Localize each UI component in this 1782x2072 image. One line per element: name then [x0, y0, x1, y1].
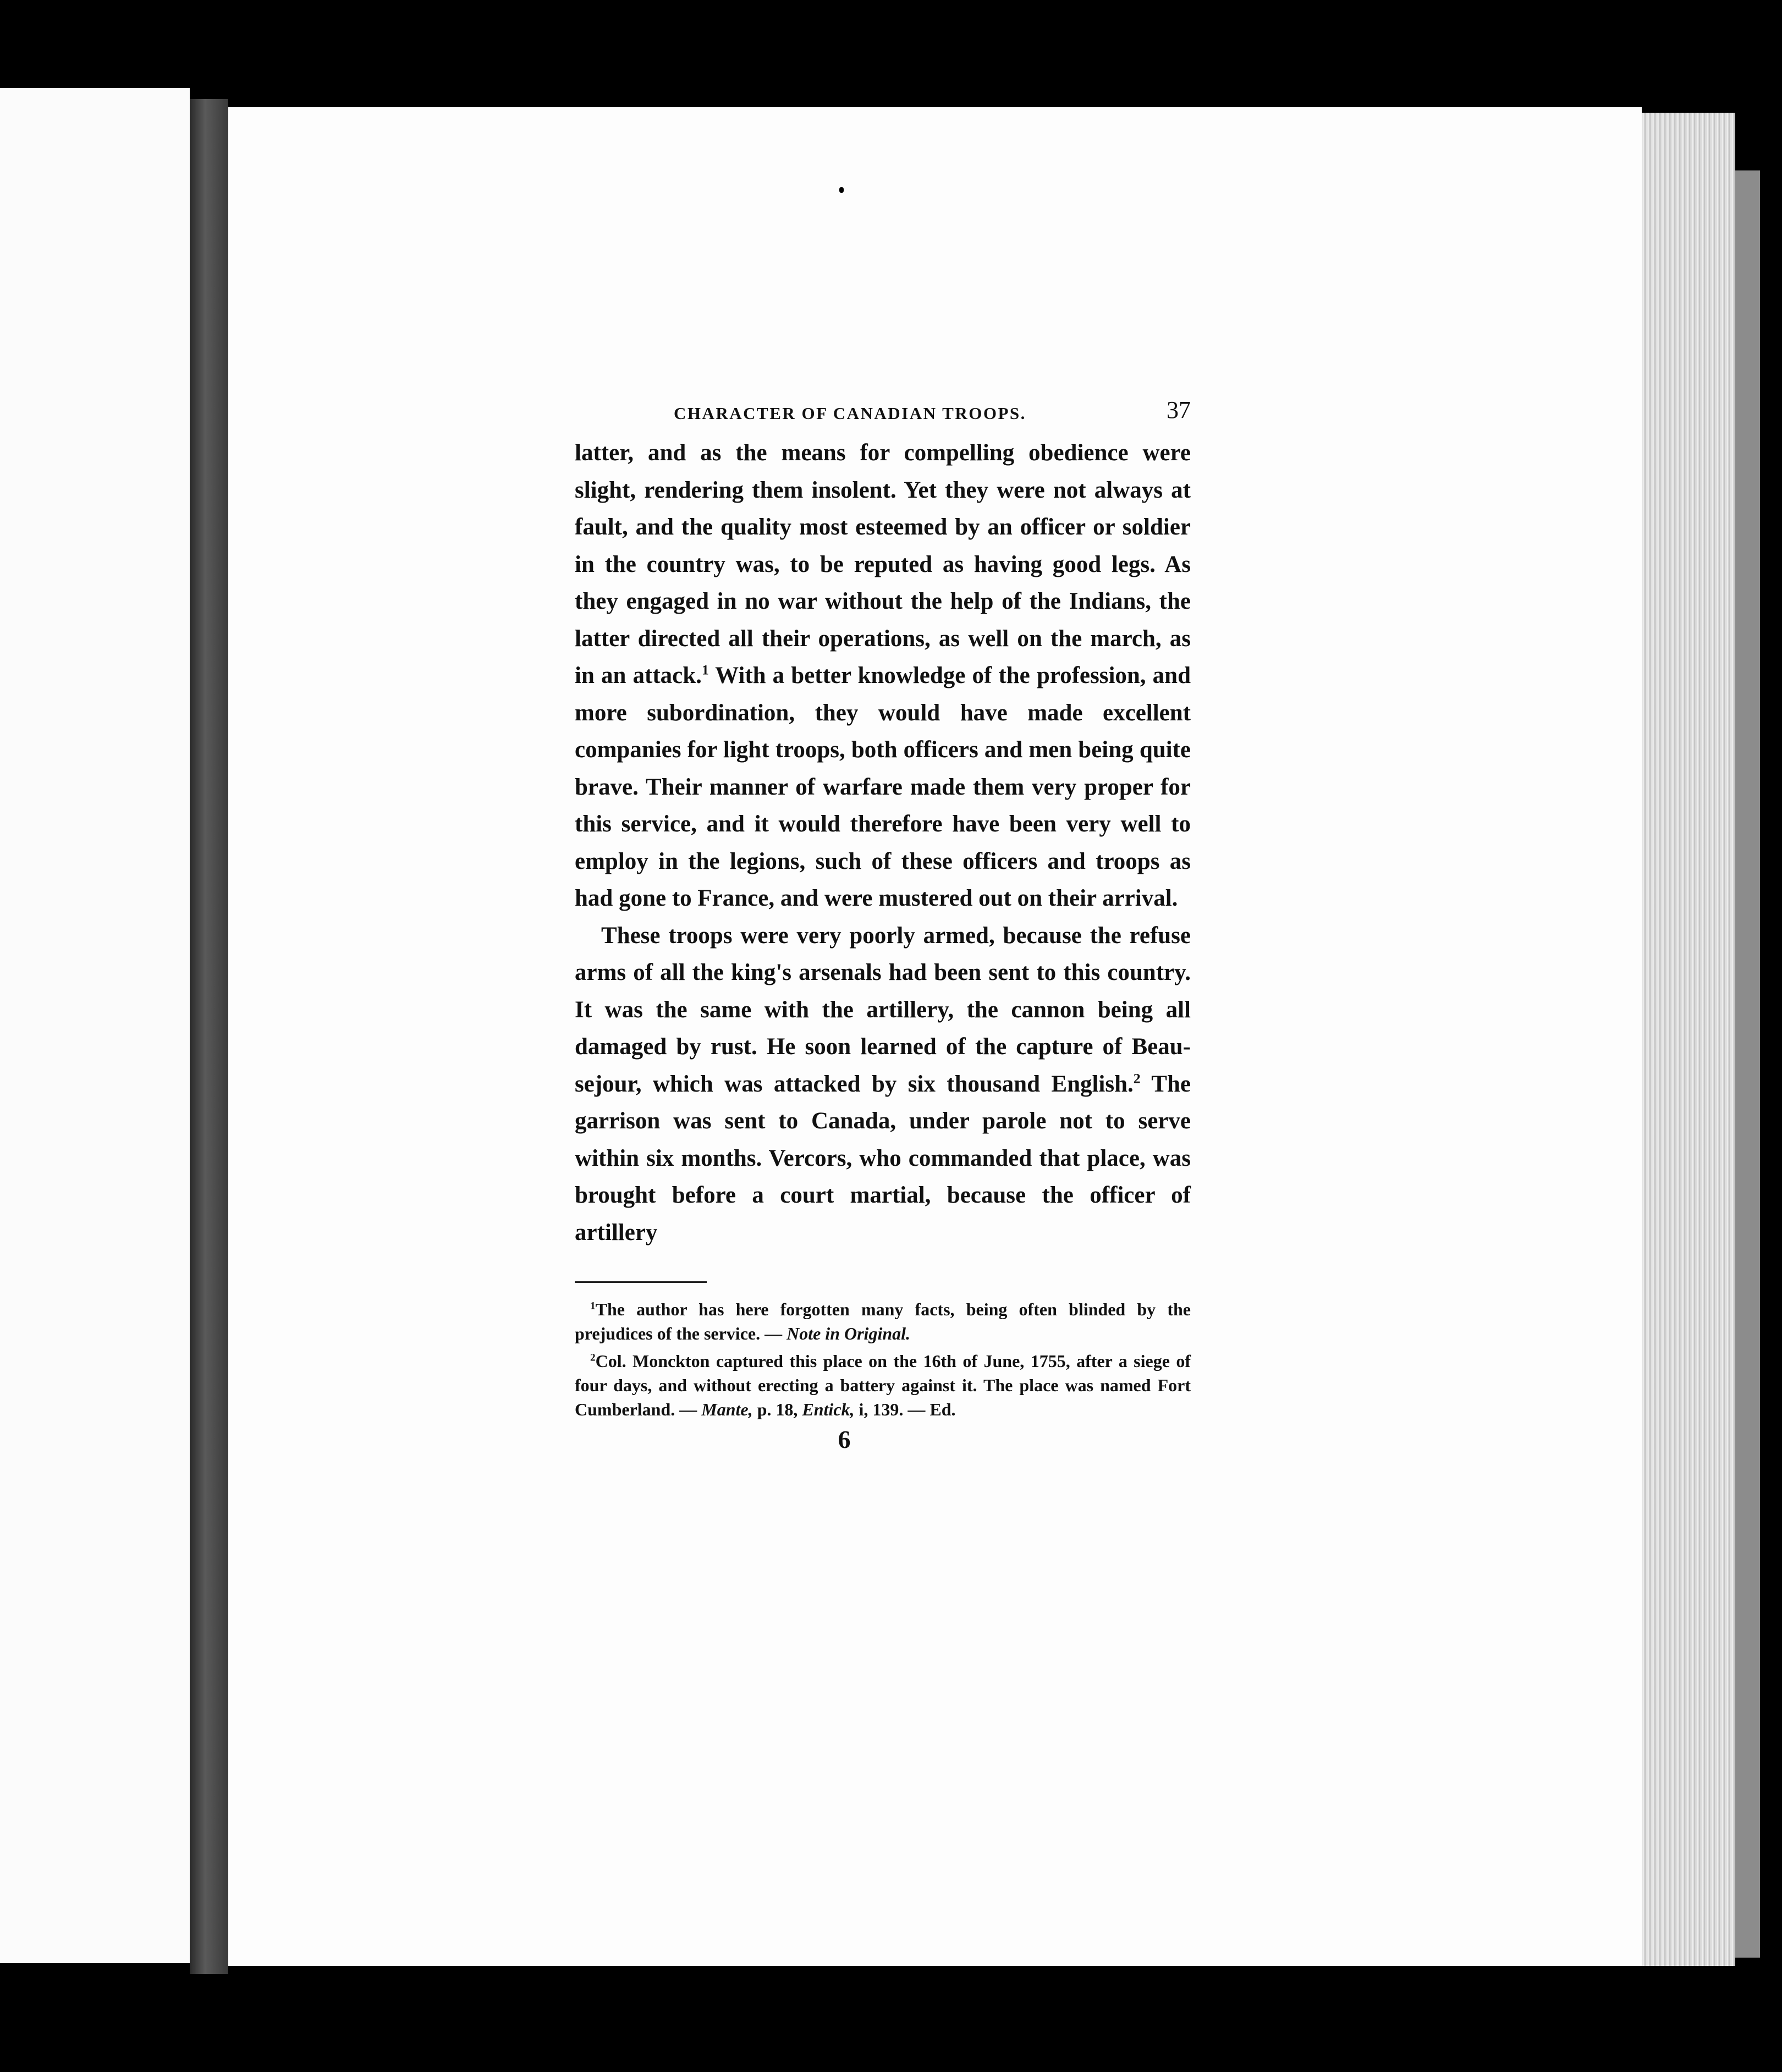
body-text — [575, 434, 1191, 1251]
footnotes — [575, 1297, 1191, 1421]
paragraph — [575, 917, 1191, 1252]
paragraph-text: The garrison was sent to Canada, under parole not to serve within six months. Vercors, who commanded that place, was brought before a court martial, because the officer of artillery — [575, 1071, 1191, 1246]
footnote-divider — [575, 1281, 707, 1283]
footnote — [575, 1297, 1191, 1346]
running-head — [575, 396, 1191, 434]
footnote-marker: 1 — [590, 1300, 596, 1312]
footnote-ref: 2 — [1133, 1070, 1141, 1087]
page-edges — [1642, 113, 1735, 1966]
ink-speck — [839, 187, 844, 193]
paragraph-text: With a better knowledge of the profession, and more subordination, they would have made excellent companies for light troops, both officers and men being quite brave. Their manner of warfare made them very proper for this service, and it would therefore have been very well to employ in the legions, such of these officers and troops as had gone to France, and were mustered out on their arrival. — [575, 663, 1191, 911]
footnote-source: Mante, — [701, 1399, 753, 1419]
page-content — [575, 396, 1191, 1454]
paragraph-text: latter, and as the means for compelling obedience were slight, rendering them insolent. Yet they were not always at fault, and the quality most esteemed by an officer or soldier in the country was, to be reputed as having good legs. As they engaged in no war without the help of the Indians, the latter directed all their operations, as well on the march, as in an attack. — [575, 440, 1191, 688]
footnote-text: p. 18, — [752, 1399, 802, 1419]
page-number: 37 — [1167, 396, 1191, 423]
facing-page — [0, 88, 190, 1963]
paragraph-text: These troops were very poorly armed, because the refuse arms of all the king's arsenals had been sent to this country. It was the same with the artillery, the cannon being all damaged by rust. He soon learned of the capture of Beau-sejour, which was attacked by six thousand English. — [575, 922, 1191, 1097]
footnote-text: The author has here forgotten many facts, being often blinded by the prejudices of the service. — — [575, 1299, 1191, 1343]
footnote-source: Entick, — [802, 1399, 855, 1419]
footnote-marker: 2 — [590, 1352, 596, 1364]
footnote-ref: 1 — [701, 662, 709, 678]
page-gutter — [190, 99, 228, 1974]
footnote-source: Note in Original. — [787, 1324, 911, 1343]
footnote-text: i, 139. — Ed. — [854, 1399, 956, 1419]
book-edge — [1735, 170, 1760, 1958]
signature-mark: 6 — [838, 1425, 851, 1453]
running-head-title: CHARACTER OF CANADIAN TROOPS. — [674, 404, 1026, 423]
paragraph — [575, 434, 1191, 917]
footnote-text: Col. Monckton captured this place on the 16th of June, 1755, after a siege of four days, and without erecting a battery against it. The place was named Fort Cumberland. — — [575, 1351, 1191, 1419]
footnote — [575, 1349, 1191, 1421]
